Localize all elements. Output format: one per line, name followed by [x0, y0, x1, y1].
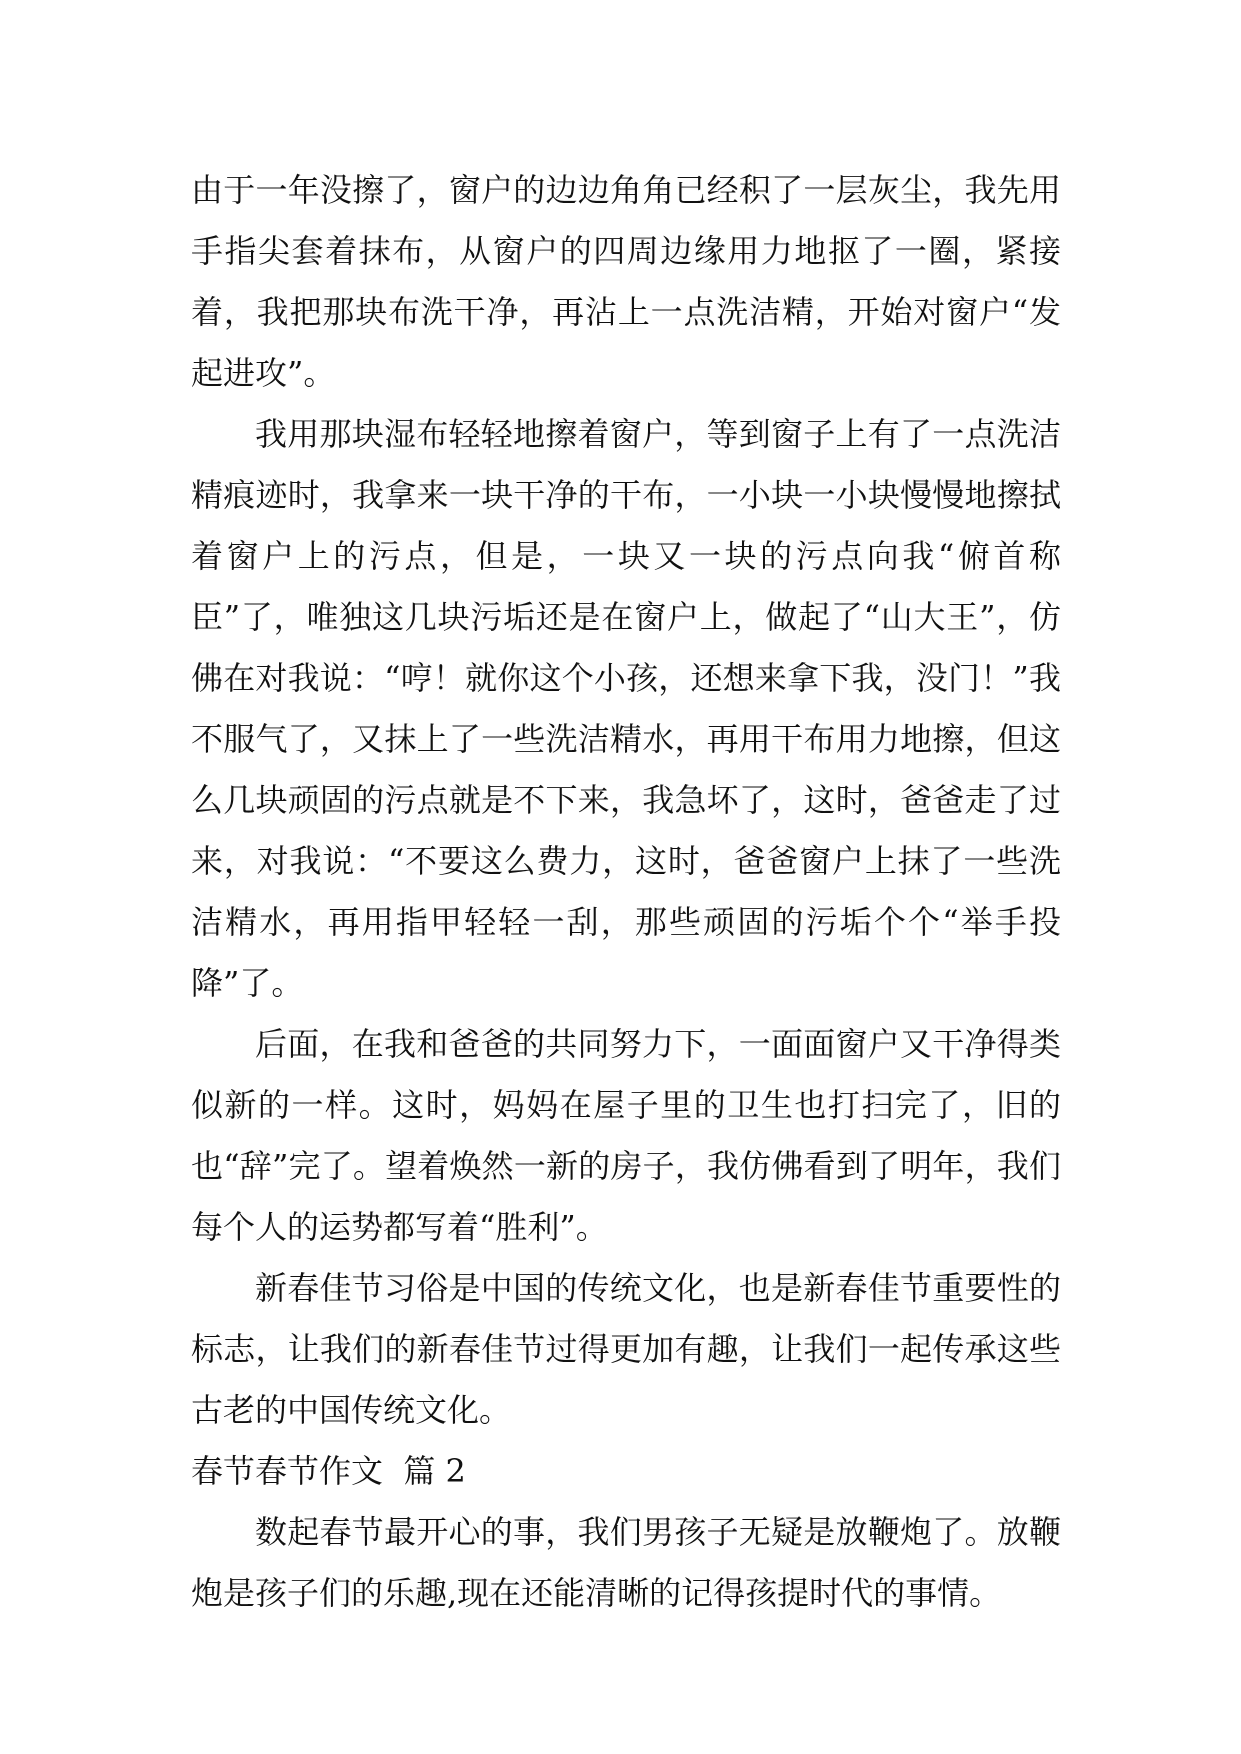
paragraph: 新春佳节习俗是中国的传统文化，也是新春佳节重要性的标志，让我们的新春佳节过得更加有趣，让我们一起传承这些古老的中国传统文化。 — [191, 1269, 1061, 1429]
paragraph: 数起春节最开心的事，我们男孩子无疑是放鞭炮了。放鞭炮是孩子们的乐趣,现在还能清晰的记得孩提时代的事情。 — [191, 1513, 1061, 1612]
paragraph: 后面，在我和爸爸的共同努力下，一面面窗户又干净得类似新的一样。这时，妈妈在屋子里的卫生也打扫完了，旧的也“辞”完了。望着焕然一新的房子，我仿佛看到了明年，我们每个人的运势都写着“胜利”。 — [191, 1025, 1061, 1246]
paragraph: 由于一年没擦了，窗户的边边角角已经积了一层灰尘，我先用手指尖套着抹布，从窗户的四周边缘用力地抠了一圈，紧接着，我把那块布洗干净，再沾上一点洗洁精，开始对窗户“发起进攻”。 — [191, 171, 1061, 392]
section-heading: 春节春节作文 篇 2 — [191, 1452, 466, 1490]
document-body — [191, 160, 1061, 1624]
paragraph: 我用那块湿布轻轻地擦着窗户，等到窗子上有了一点洗洁精痕迹时，我拿来一块干净的干布，一小块一小块慢慢地擦拭着窗户上的污点，但是，一块又一块的污点向我“俯首称臣”了，唯独这几块污垢还是在窗户上，做起了“山大王”，仿佛在对我说：“哼！就你这个小孩，还想来拿下我，没门！”我不服气了，又抹上了一些洗洁精水，再用干布用力地擦，但这么几块顽固的污点就是不下来，我急坏了，这时，爸爸走了过来，对我说：“不要这么费力，这时，爸爸窗户上抹了一些洗洁精水，再用指甲轻轻一刮，那些顽固的污垢个个“举手投降”了。 — [191, 415, 1061, 1002]
